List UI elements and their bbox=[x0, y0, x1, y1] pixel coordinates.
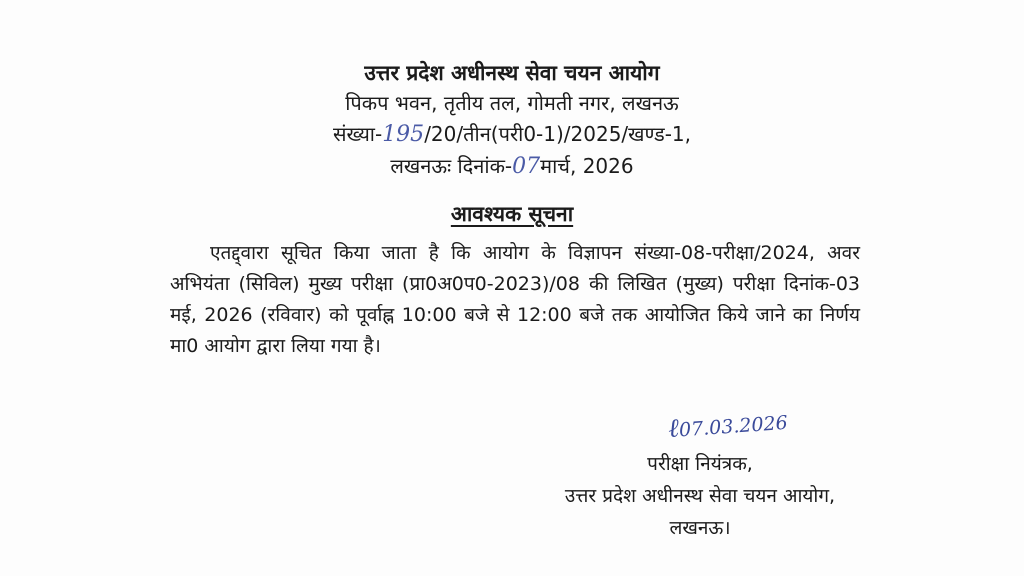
signatory-block bbox=[520, 448, 880, 544]
reference-prefix: संख्या- bbox=[332, 122, 383, 146]
date-prefix: लखनऊः दिनांक- bbox=[390, 154, 513, 178]
signatory-organization: उत्तर प्रदेश अधीनस्थ सेवा चयन आयोग, bbox=[564, 485, 836, 507]
notice-body bbox=[170, 238, 860, 362]
reference-number-handwritten: 195 bbox=[382, 122, 425, 147]
organization-address: पिकप भवन, तृतीय तल, गोमती नगर, लखनऊ bbox=[345, 91, 679, 115]
date-suffix: मार्च, 2026 bbox=[540, 154, 634, 178]
signature-flourish: ℓ bbox=[667, 413, 681, 445]
reference-suffix: /20/तीन(परी0-1)/2025/खण्ड-1, bbox=[424, 122, 692, 146]
handwritten-signature bbox=[667, 406, 788, 444]
notice-body-text: एतद्द्वारा सूचित किया जाता है कि आयोग के विज्ञापन संख्या-08-परीक्षा/2024, अवर अभियंता (सिविल) मुख्य परीक्षा (प्रा0अ0प0-2023)/08 की लिखित (मुख्य) परीक्षा दिनांक-03 मई, 2026 (रविवार) को पूर्वाह्न 10:00 बजे से 12:00 बजे तक आयोजित किये जाने का निर्णय मा0 आयोग द्वारा लिया गया है। bbox=[170, 242, 860, 357]
reference-number bbox=[0, 118, 1024, 151]
letterhead bbox=[0, 58, 1024, 182]
notice-heading bbox=[0, 200, 1024, 228]
issue-date bbox=[0, 151, 1024, 182]
signatory-designation: परीक्षा नियंत्रक, bbox=[647, 453, 753, 475]
date-day-handwritten: 07 bbox=[512, 154, 541, 179]
signatory-city: लखनऊ। bbox=[669, 517, 731, 539]
signature-date: 07.03.2026 bbox=[678, 411, 789, 442]
organization-title: उत्तर प्रदेश अधीनस्थ सेवा चयन आयोग bbox=[364, 61, 660, 85]
notice-heading-text: आवश्यक सूचना bbox=[450, 202, 574, 226]
